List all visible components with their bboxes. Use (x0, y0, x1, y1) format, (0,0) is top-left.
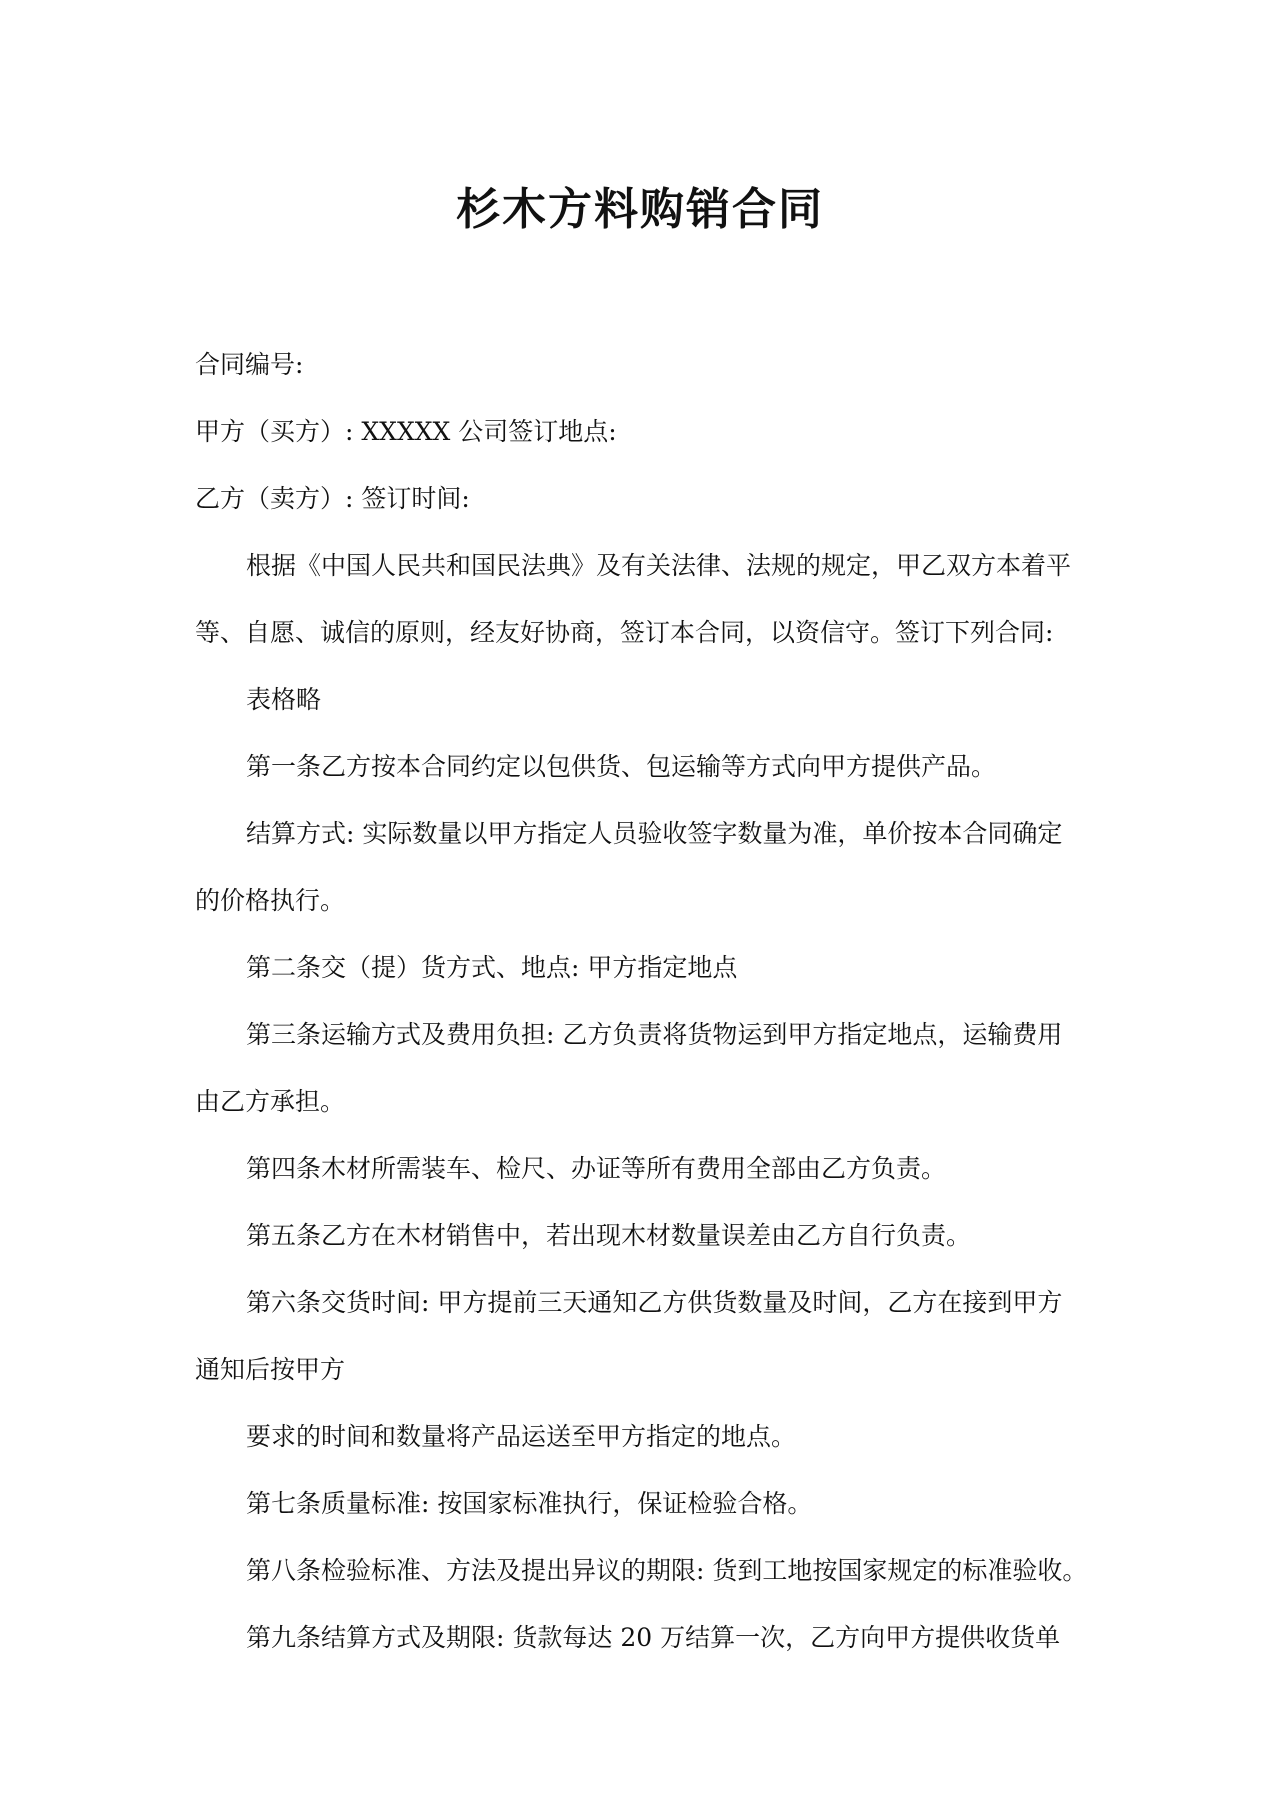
article-6-line-2: 通知后按甲方 (195, 1355, 346, 1384)
article-5-line: 第五条乙方在木材销售中，若出现木材数量误差由乙方自行负责。 (246, 1221, 972, 1250)
article-6-line-3: 要求的时间和数量将产品运送至甲方指定的地点。 (246, 1422, 797, 1451)
article-3-line-2: 由乙方承担。 (195, 1087, 346, 1116)
article-4-line: 第四条木材所需装车、检尺、办证等所有费用全部由乙方负责。 (246, 1154, 947, 1183)
contract-number-line: 合同编号: (195, 350, 304, 379)
preamble-line-2: 等、自愿、诚信的原则，经友好协商，签订本合同，以资信守。签订下列合同: (195, 618, 1054, 647)
party-a-line: 甲方（买方）: XXXXX 公司签订地点: (195, 417, 617, 446)
article-8-line: 第八条检验标准、方法及提出异议的期限: 货到工地按国家规定的标准验收。 (246, 1556, 1088, 1585)
article-2-line: 第二条交（提）货方式、地点: 甲方指定地点 (246, 953, 738, 982)
article-1-line: 第一条乙方按本合同约定以包供货、包运输等方式向甲方提供产品。 (246, 752, 997, 781)
article-6-line-1: 第六条交货时间: 甲方提前三天通知乙方供货数量及时间，乙方在接到甲方 (246, 1288, 1063, 1317)
article-7-line: 第七条质量标准: 按国家标准执行，保证检验合格。 (246, 1489, 813, 1518)
party-b-line: 乙方（卖方）: 签订时间: (195, 484, 470, 513)
settlement-line-2: 的价格执行。 (195, 886, 346, 915)
document-title: 杉木方料购销合同 (456, 184, 824, 235)
article-3-line-1: 第三条运输方式及费用负担: 乙方负责将货物运到甲方指定地点，运输费用 (246, 1020, 1063, 1049)
document-body (195, 331, 1095, 1671)
article-9-line: 第九条结算方式及期限: 货款每达 20 万结算一次，乙方向甲方提供收货单 (246, 1623, 1061, 1652)
table-omitted-note: 表格略 (246, 685, 322, 714)
preamble-line-1: 根据《中国人民共和国民法典》及有关法律、法规的规定，甲乙双方本着平 (246, 551, 1072, 580)
settlement-line-1: 结算方式: 实际数量以甲方指定人员验收签字数量为准，单价按本合同确定 (246, 819, 1063, 848)
